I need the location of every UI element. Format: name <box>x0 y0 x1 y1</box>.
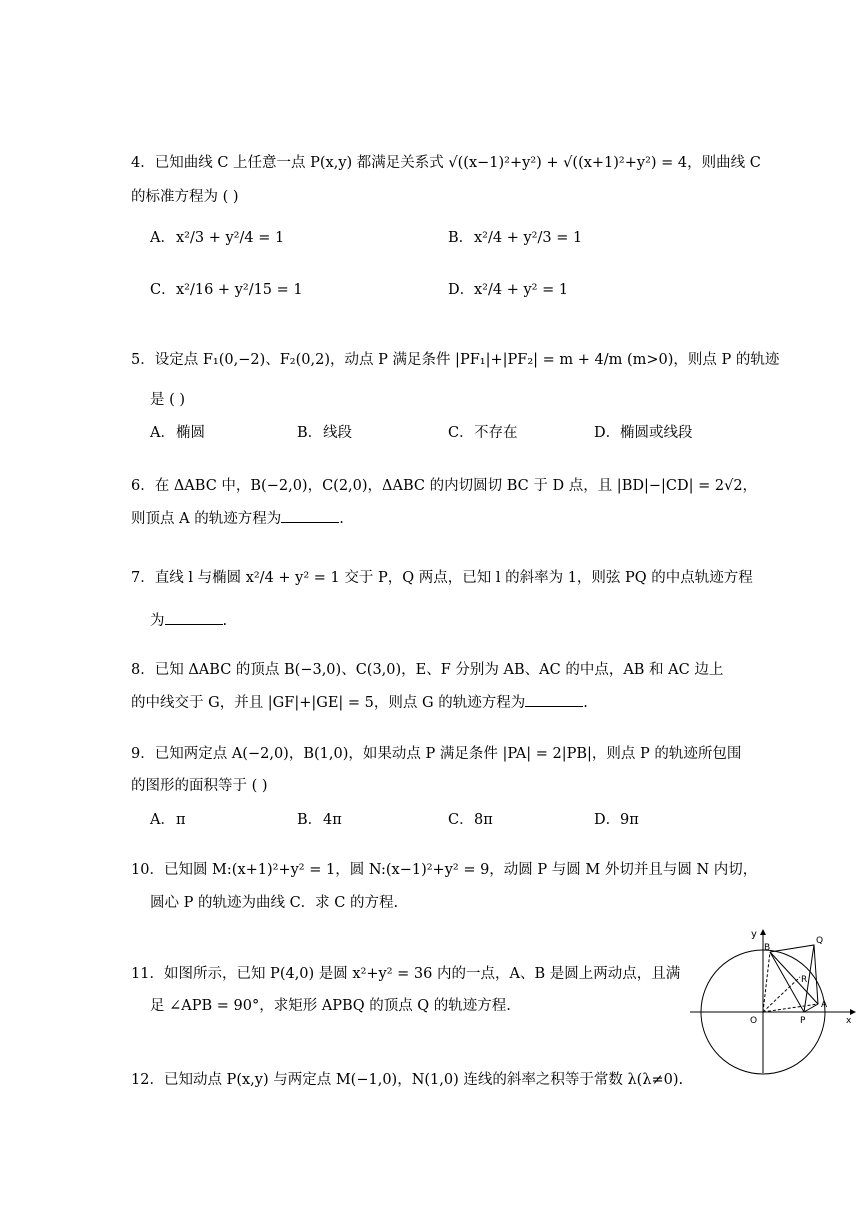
problem-11-stem-line1: 11．如图所示，已知 P(4,0) 是圆 x²+y² = 36 内的一点，A、B 是圆上两动点，且满 <box>131 966 681 982</box>
problem-5-stem-line2: 是 ( ) <box>150 392 186 408</box>
problem-6-stem-line2: 则顶点 A 的轨迹方程为 . <box>131 508 344 529</box>
problem-11-figure <box>688 925 856 1075</box>
problem-4-option-d: D．x²/4 + y² = 1 <box>448 282 569 298</box>
problem-9-option-d: D．9π <box>594 812 639 828</box>
problem-5-option-c: C．不存在 <box>448 425 518 441</box>
problem-5-stem-line1: 5．设定点 F₁(0,−2)、F₂(0,2)，动点 P 满足条件 |PF₁|+|PF₂| = m + 4/m (m>0)，则点 P 的轨迹 <box>131 352 780 368</box>
problem-9-stem-line2: 的图形的面积等于 ( ) <box>131 778 268 794</box>
problem-10-stem-line1: 10．已知圆 M:(x+1)²+y² = 1，圆 N:(x−1)²+y² = 9，动圆 P 与圆 M 外切并且与圆 N 内切， <box>131 862 758 878</box>
problem-4-option-c: C．x²/16 + y²/15 = 1 <box>150 282 303 298</box>
problem-12-stem-line1: 12．已知动点 P(x,y) 与两定点 M(−1,0)，N(1,0) 连线的斜率之积等于常数 λ(λ≠0). <box>131 1072 684 1088</box>
answer-blank <box>165 610 223 625</box>
problem-7-stem-line2: 为 . <box>150 610 227 631</box>
problem-9-option-b: B．4π <box>297 812 342 828</box>
problem-8-stem-line1: 8．已知 ΔABC 的顶点 B(−3,0)、C(3,0)，E、F 分别为 AB、AC 的中点，AB 和 AC 边上 <box>131 662 724 678</box>
label-y: y <box>751 929 757 940</box>
problem-4-option-b: B．x²/4 + y²/3 = 1 <box>448 230 583 246</box>
problem-4-stem-line1: 4．已知曲线 C 上任意一点 P(x,y) 都满足关系式 √((x−1)²+y²) + √((x+1)²+y²) = 4，则曲线 C <box>131 155 761 171</box>
problem-11-stem-line2: 足 ∠APB = 90°，求矩形 APBQ 的顶点 Q 的轨迹方程. <box>150 998 511 1014</box>
x-axis-arrow-icon <box>850 1009 856 1015</box>
problem-4-stem-line2: 的标准方程为 ( ) <box>131 189 239 205</box>
label-x: x <box>846 1016 852 1026</box>
label-q: Q <box>816 936 824 946</box>
problem-8-stem-line2: 的中线交于 G，并且 |GF|+|GE| = 5，则点 G 的轨迹方程为 . <box>131 692 588 713</box>
y-axis-arrow-icon <box>760 929 766 935</box>
problem-5-option-b: B．线段 <box>297 425 352 441</box>
label-a: A <box>821 1000 828 1010</box>
problem-10-stem-line2: 圆心 P 的轨迹为曲线 C．求 C 的方程. <box>150 895 399 911</box>
problem-5-option-d: D．椭圆或线段 <box>594 425 693 441</box>
problem-4-option-a: A．x²/3 + y²/4 = 1 <box>150 230 285 246</box>
problem-5-option-a: A．椭圆 <box>150 425 205 441</box>
label-o: O <box>750 1016 758 1026</box>
dashed-oa <box>763 1004 818 1012</box>
problem-6-stem-line1: 6．在 ΔABC 中，B(−2,0)，C(2,0)，ΔABC 的内切圆切 BC 于 D 点，且 |BD|−|CD| = 2√2， <box>131 478 758 494</box>
answer-blank <box>281 508 339 523</box>
label-r: R <box>801 975 808 985</box>
diagonal-ba <box>770 952 818 1004</box>
dashed-ob <box>763 952 770 1012</box>
problem-9-option-a: A．π <box>150 812 186 828</box>
problem-9-stem-line1: 9．已知两定点 A(−2,0)，B(1,0)，如果动点 P 满足条件 |PA| = 2|PB|，则点 P 的轨迹所包围 <box>131 746 742 762</box>
problem-9-option-c: C．8π <box>448 812 493 828</box>
answer-blank <box>525 692 583 707</box>
problem-7-stem-line1: 7．直线 l 与椭圆 x²/4 + y² = 1 交于 P，Q 两点，已知 l 的斜率为 1，则弦 PQ 的中点轨迹方程 <box>131 570 753 586</box>
label-p: P <box>800 1016 806 1026</box>
label-b: B <box>764 943 771 953</box>
